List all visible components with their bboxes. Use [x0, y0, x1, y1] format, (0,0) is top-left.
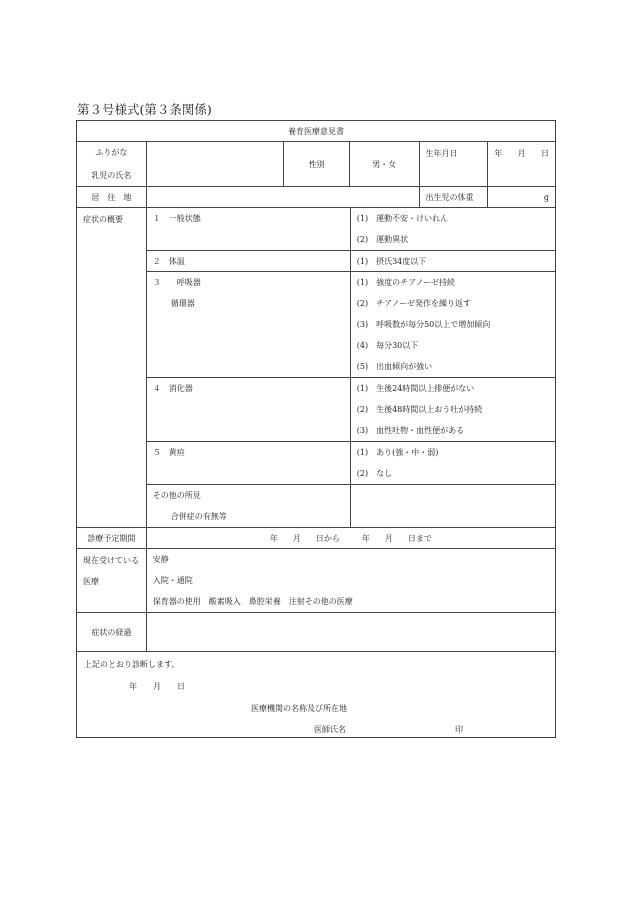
- infant-name-field[interactable]: [146, 142, 283, 186]
- symptoms-label: 症状の概要: [83, 215, 123, 224]
- period-from-month: 月: [292, 533, 301, 543]
- temperature-item-1[interactable]: (1) 摂氏34度以下: [356, 256, 427, 266]
- period-from-day: 日から: [315, 533, 340, 543]
- birth-weight-label-cell: [419, 187, 488, 207]
- jaundice-item-1[interactable]: (1) あり(強・中・弱): [356, 448, 439, 457]
- digestive-item-1[interactable]: (1) 生後24時間以上排便がない: [356, 384, 475, 393]
- address-field[interactable]: [146, 187, 419, 207]
- period-from-year: 年: [269, 533, 278, 543]
- seal-mark: 印: [455, 725, 463, 734]
- address-label: 居 住 地: [91, 192, 132, 202]
- respiratory-item-2[interactable]: (2) チアノーゼ発作を繰り返す: [356, 299, 472, 308]
- symptom-group-general: [147, 208, 555, 250]
- category-circulatory: 循環器: [170, 299, 195, 308]
- dob-label: 生年月日: [425, 149, 458, 158]
- dob-day: 日: [540, 149, 549, 158]
- certification-block: [77, 651, 555, 737]
- dob-year: 年: [494, 149, 503, 158]
- form-title: 養育医療意見書: [288, 126, 344, 136]
- category-digestive: ４ 消化器: [152, 384, 193, 393]
- cert-month: 月: [153, 682, 161, 691]
- furigana-label: ふりがな: [95, 148, 128, 157]
- name-label-cell: [77, 142, 146, 186]
- treatment-period-label-cell: [77, 528, 146, 548]
- other-findings-label: その他の所見: [152, 491, 201, 500]
- current-care-label-2: 医療: [83, 577, 99, 586]
- gender-label-cell: [283, 142, 349, 186]
- complications-label: 合併症の有無等: [170, 512, 227, 521]
- jaundice-item-2[interactable]: (2) なし: [356, 469, 393, 478]
- period-to-month: 月: [384, 533, 393, 543]
- symptoms-label-cell: [77, 208, 146, 527]
- symptom-group-jaundice: [147, 441, 555, 484]
- current-care-options: [146, 549, 555, 612]
- care-inpatient-outpatient[interactable]: 入院・通院: [152, 576, 193, 585]
- current-care-label-1: 現在受けている: [83, 556, 139, 565]
- respiratory-item-4[interactable]: (4) 毎分30以下: [356, 341, 419, 350]
- cert-year: 年: [129, 682, 137, 691]
- progress-label-cell: [77, 613, 146, 651]
- dob-month: 月: [517, 149, 526, 158]
- cert-day: 日: [177, 682, 185, 691]
- period-to-year: 年: [361, 533, 370, 543]
- doctor-name-label: 医師氏名: [314, 725, 346, 734]
- certification-statement: 上記のとおり診断します。: [84, 660, 180, 669]
- category-respiratory: ３ 呼吸器: [152, 278, 201, 287]
- respiratory-item-1[interactable]: (1) 強度のチアノーゼ持続: [356, 278, 456, 287]
- treatment-period-label: 診療予定期間: [87, 533, 136, 543]
- care-treatments[interactable]: 保育器の使用 酸素吸入 鼻腔栄養 注射その他の医療: [152, 597, 353, 606]
- institution-label: 医療機関の名称及び所在地: [251, 704, 347, 713]
- symptom-group-digestive: [147, 377, 555, 441]
- gender-options[interactable]: 男・女: [372, 159, 397, 169]
- category-general: １ 一般状態: [152, 214, 201, 223]
- symptoms-table: [146, 208, 555, 527]
- category-temperature: ２ 体温: [152, 256, 185, 266]
- care-rest[interactable]: 安静: [152, 555, 169, 564]
- category-jaundice: ５ 黄疸: [152, 448, 185, 457]
- infant-name-label: 乳児の氏名: [91, 171, 132, 180]
- general-item-1[interactable]: (1) 運動不安・けいれん: [356, 214, 449, 223]
- treatment-period-field[interactable]: [146, 528, 555, 548]
- address-label-cell: [77, 187, 146, 207]
- digestive-item-3[interactable]: (3) 血性吐物・血性便がある: [356, 426, 465, 435]
- certification-date[interactable]: [129, 681, 185, 692]
- current-care-label-cell: [77, 549, 146, 612]
- symptom-group-temperature: [147, 250, 555, 271]
- progress-field[interactable]: [146, 613, 555, 651]
- respiratory-item-3[interactable]: (3) 呼吸数が毎分50以上で増加傾向: [356, 320, 491, 329]
- symptom-group-other: [147, 484, 555, 527]
- general-item-2[interactable]: (2) 運動異状: [356, 235, 409, 244]
- form-number-label: 第３号様式(第３条関係): [77, 102, 212, 117]
- progress-label: 症状の経過: [91, 627, 132, 637]
- opinion-form: [76, 120, 556, 738]
- gender-label: 性別: [308, 159, 325, 169]
- dob-field[interactable]: [487, 142, 555, 186]
- respiratory-item-5[interactable]: (5) 出血傾向が強い: [356, 362, 433, 371]
- form-title-cell: [77, 121, 555, 141]
- digestive-item-2[interactable]: (2) 生後48時間以上おう吐が持続: [356, 405, 483, 414]
- birth-weight-field[interactable]: [487, 187, 555, 207]
- symptom-group-respiratory: [147, 271, 555, 377]
- birth-weight-unit: g: [543, 192, 549, 202]
- dob-label-cell: [419, 142, 488, 186]
- birth-weight-label: 出生児の体重: [425, 192, 474, 202]
- other-findings-field[interactable]: [351, 485, 555, 527]
- gender-options-cell[interactable]: [349, 142, 419, 186]
- period-to-day: 日まで: [407, 533, 432, 543]
